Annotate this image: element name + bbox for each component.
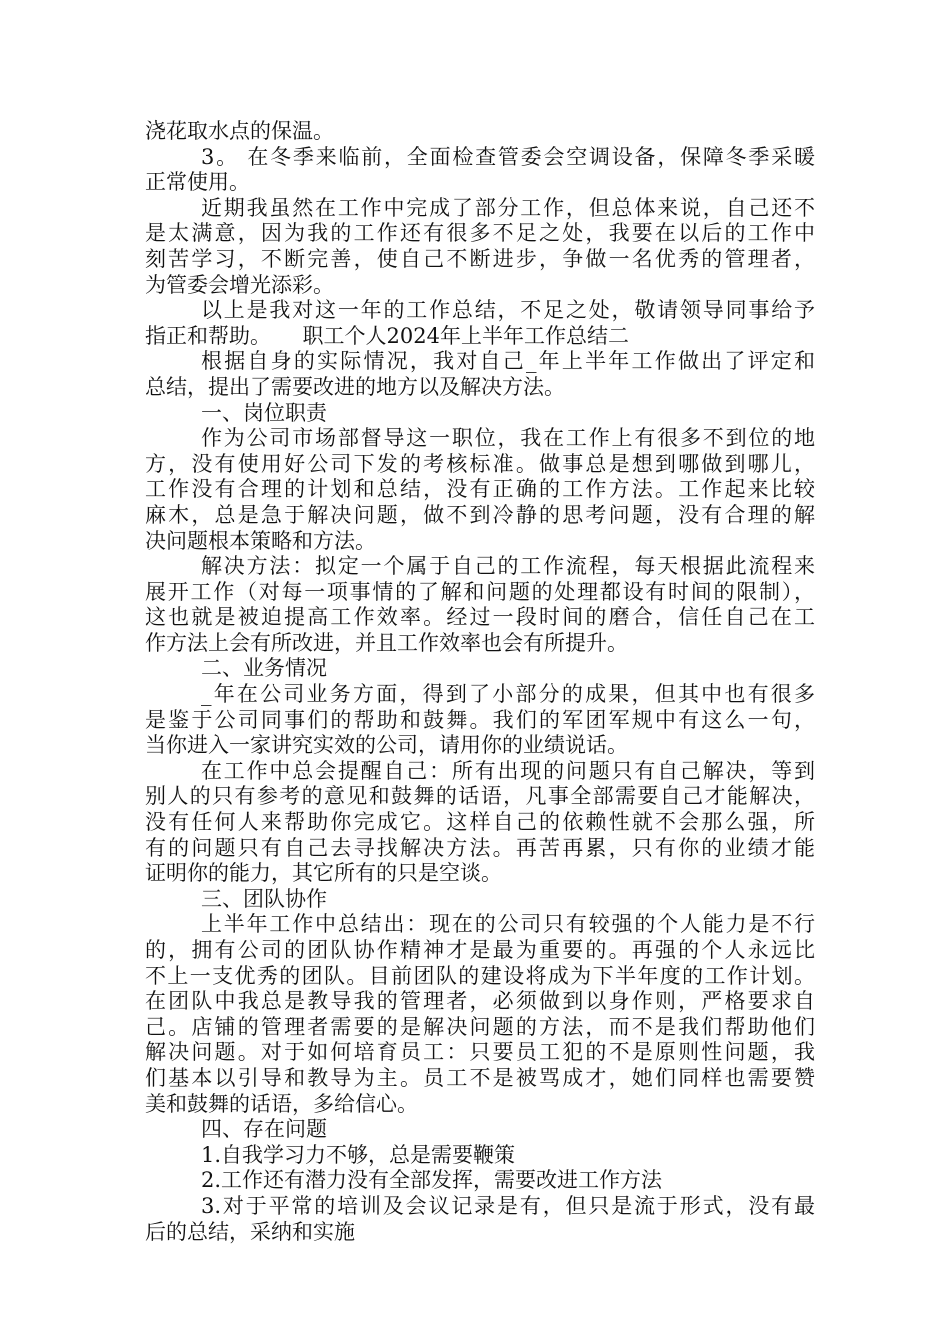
- text-line: 上半年工作中总结出：现在的公司只有较强的个人能力是不行: [201, 912, 815, 937]
- text-line: 为管委会增光添彩。: [145, 272, 334, 297]
- text-line: 没有任何人来帮助你完成它。这样自己的依赖性就不会那么强，所: [145, 810, 815, 835]
- text-line: 刻苦学习，不断完善，使自己不断进步，争做一名优秀的管理者，: [145, 246, 815, 271]
- text-line: 后的总结，采纳和实施: [145, 1219, 355, 1244]
- text-line: 近期我虽然在工作中完成了部分工作，但总体来说，自己还不: [201, 195, 815, 220]
- text-line: 在工作中总会提醒自己：所有出现的问题只有自己解决，等到: [201, 758, 815, 783]
- text-line: 工作没有合理的计划和总结，没有正确的工作方法。工作起来比较: [145, 477, 815, 502]
- text-line: 解决问题。对于如何培育员工：只要员工犯的不是原则性问题，我: [145, 1040, 815, 1065]
- text-line: 3。 在冬季来临前，全面检查管委会空调设备，保障冬季采暖: [201, 144, 815, 169]
- text-line: 解决方法：拟定一个属于自己的工作流程，每天根据此流程来: [201, 554, 815, 579]
- text-line: 不上一支优秀的团队。目前团队的建设将成为下半年度的工作计划。: [145, 963, 815, 988]
- text-line: 当你进入一家讲究实效的公司，请用你的业绩说话。: [145, 733, 628, 758]
- text-line: 这也就是被迫提高工作效率。经过一段时间的磨合，信任自己在工: [145, 605, 815, 630]
- list-item: 1.自我学习力不够，总是需要鞭策: [201, 1142, 516, 1167]
- text-line: 浇花取水点的保温。: [145, 119, 334, 143]
- text-line: 有的问题只有自己去寻找解决方法。再苦再累，只有你的业绩才能: [145, 835, 815, 860]
- document-page: [145, 119, 815, 1245]
- section-heading: 四、存在问题: [201, 1117, 327, 1142]
- text-line: 总结，提出了需要改进的地方以及解决方法。: [145, 374, 565, 399]
- text-line: 美和鼓舞的话语，多给信心。: [145, 1091, 418, 1116]
- text-line: 证明你的能力，其它所有的只是空谈。: [145, 861, 502, 886]
- text-line: 作方法上会有所改进，并且工作效率也会有所提升。: [145, 630, 628, 655]
- text-line: 正常使用。: [145, 170, 250, 195]
- text-line: 己。店铺的管理者需要的是解决问题的方法，而不是我们帮助他们: [145, 1014, 815, 1039]
- text-line: 们基本以引导和教导为主。员工不是被骂成才，她们同样也需要赞: [145, 1065, 815, 1090]
- text-line: 以上是我对这一年的工作总结，不足之处，敬请领导同事给予: [201, 298, 815, 323]
- list-item: 2.工作还有潜力没有全部发挥，需要改进工作方法: [201, 1168, 663, 1193]
- list-item: 3.对于平常的培训及会议记录是有，但只是流于形式，没有最: [201, 1193, 815, 1218]
- text-line: 的，拥有公司的团队协作精神才是最为重要的。再强的个人永远比: [145, 938, 815, 962]
- text-line: _年在公司业务方面，得到了小部分的成果，但其中也有很多: [201, 682, 815, 707]
- text-line: 指正和帮助。 职工个人2024年上半年工作总结二: [145, 323, 629, 348]
- section-heading: 一、岗位职责: [201, 400, 327, 425]
- text-line: 麻木，总是急于解决问题，做不到冷静的思考问题，没有合理的解: [145, 502, 815, 527]
- text-line: 决问题根本策略和方法。: [145, 528, 376, 553]
- text-line: 别人的只有参考的意见和鼓舞的话语，凡事全部需要自己才能解决，: [145, 784, 815, 809]
- text-line: 在团队中我总是教导我的管理者，必须做到以身作则，严格要求自: [145, 989, 815, 1014]
- text-line: 是鉴于公司同事们的帮助和鼓舞。我们的军团军规中有这么一句，: [145, 707, 815, 732]
- section-heading: 三、团队协作: [201, 886, 327, 911]
- text-line: 方，没有使用好公司下发的考核标准。做事总是想到哪做到哪儿，: [145, 451, 815, 476]
- text-line: 是太满意，因为我的工作还有很多不足之处，我要在以后的工作中: [145, 221, 815, 246]
- text-line: 根据自身的实际情况，我对自己_年上半年工作做出了评定和: [201, 349, 815, 374]
- text-line: 展开工作（对每一项事情的了解和问题的处理都设有时间的限制），: [145, 579, 815, 604]
- section-heading: 二、业务情况: [201, 656, 327, 681]
- text-line: 作为公司市场部督导这一职位，我在工作上有很多不到位的地: [201, 426, 815, 451]
